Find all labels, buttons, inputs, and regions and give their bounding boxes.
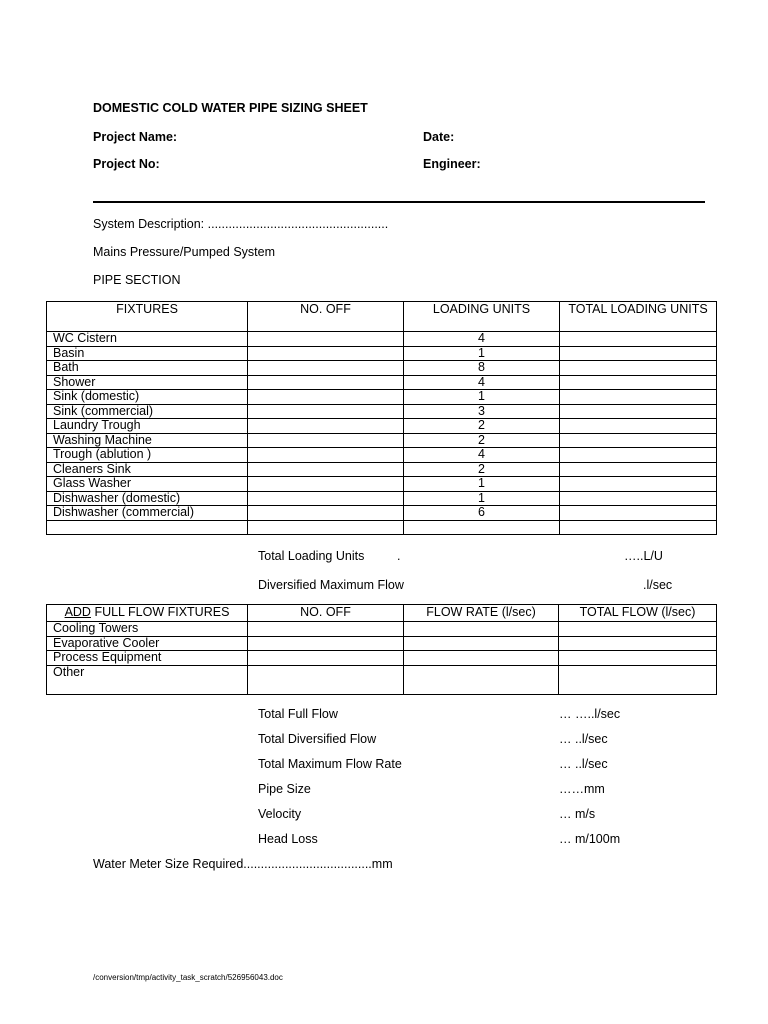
total-loading-units-cell	[560, 346, 717, 361]
fixture-name-cell: Laundry Trough	[47, 419, 248, 434]
total-loading-units-cell	[560, 375, 717, 390]
total-loading-units-cell	[560, 433, 717, 448]
fixture-row	[47, 361, 717, 376]
fixture-row	[47, 419, 717, 434]
fixture-name-cell: Glass Washer	[47, 477, 248, 492]
flow-no-off-col-header: NO. OFF	[248, 605, 404, 622]
result-value: … ..l/sec	[559, 757, 608, 771]
result-label: Total Maximum Flow Rate	[258, 757, 402, 771]
no-off-cell	[248, 462, 404, 477]
loading-units-cell: 1	[404, 346, 560, 361]
total-flow-cell	[559, 651, 717, 666]
flow-rate-cell	[404, 651, 559, 666]
fixture-row	[47, 448, 717, 463]
flow-rate-col-header: FLOW RATE (l/sec)	[404, 605, 559, 622]
result-label: Velocity	[258, 807, 302, 821]
loading-units-cell: 6	[404, 506, 560, 521]
total-flow-cell	[559, 636, 717, 651]
full-flow-fixtures-col-header	[47, 605, 248, 622]
loading-units-cell: 2	[404, 433, 560, 448]
no-off-cell	[248, 332, 404, 347]
loading-units-cell: 8	[404, 361, 560, 376]
total-loading-units-unit: …..L/U	[624, 549, 663, 563]
fixture-name-cell: Shower	[47, 375, 248, 390]
flow-fixture-name-cell: Other	[47, 665, 248, 694]
page-title: DOMESTIC COLD WATER PIPE SIZING SHEET	[93, 101, 368, 115]
pipe-section-label: PIPE SECTION	[93, 273, 181, 287]
mains-pressure-text: Mains Pressure/Pumped System	[93, 245, 276, 259]
flow-no-off-cell	[248, 651, 404, 666]
full-flow-fixtures-label: FULL FLOW FIXTURES	[90, 605, 230, 619]
no-off-cell	[248, 491, 404, 506]
fixture-row	[47, 491, 717, 506]
loading-units-cell: 4	[404, 448, 560, 463]
loading-units-cell: 1	[404, 390, 560, 405]
flow-fixture-name-cell: Evaporative Cooler	[47, 636, 248, 651]
fixture-name-cell: Sink (domestic)	[47, 390, 248, 405]
flow-no-off-cell	[248, 665, 404, 694]
diversified-max-flow-label: Diversified Maximum Flow	[258, 578, 404, 592]
fixture-row	[47, 375, 717, 390]
fixture-row	[47, 462, 717, 477]
fixture-name-cell: WC Cistern	[47, 332, 248, 347]
total-flow-cell	[559, 665, 717, 694]
total-loading-units-cell	[560, 390, 717, 405]
loading-units-cell: 2	[404, 462, 560, 477]
flow-no-off-cell	[248, 622, 404, 637]
fixture-name-cell: Cleaners Sink	[47, 462, 248, 477]
total-loading-units-label: Total Loading Units	[258, 549, 365, 563]
no-off-cell	[248, 448, 404, 463]
total-loading-units-cell	[560, 404, 717, 419]
total-loading-units-cell	[560, 448, 717, 463]
flow-fixture-name-cell: Process Equipment	[47, 651, 248, 666]
fixtures-col-header: FIXTURES	[47, 302, 248, 332]
header-divider	[93, 201, 705, 203]
project-no-label: Project No:	[93, 157, 160, 171]
total-loading-units-cell	[560, 361, 717, 376]
loading-units-cell	[404, 520, 560, 535]
fixture-row	[47, 332, 717, 347]
result-value: ……mm	[559, 782, 605, 796]
no-off-cell	[248, 390, 404, 405]
fixture-name-cell: Bath	[47, 361, 248, 376]
total-loading-units-cell	[560, 506, 717, 521]
result-value: … m/100m	[559, 832, 621, 846]
footer-file-path: /conversion/tmp/activity_task_scratch/526956043.doc	[93, 973, 283, 982]
fixture-name-cell: Trough (ablution )	[47, 448, 248, 463]
fixture-name-cell: Dishwasher (commercial)	[47, 506, 248, 521]
fixture-row	[47, 404, 717, 419]
flow-rate-cell	[404, 665, 559, 694]
fixture-row	[47, 390, 717, 405]
result-label: Pipe Size	[258, 782, 311, 796]
total-loading-units-col-header: TOTAL LOADING UNITS	[560, 302, 717, 332]
result-label: Total Full Flow	[258, 707, 338, 721]
flow-fixture-row	[47, 636, 717, 651]
loading-units-cell: 4	[404, 375, 560, 390]
flow-header-row	[47, 605, 717, 622]
water-meter-size-text: Water Meter Size Required.....................................mm	[93, 857, 393, 871]
fixture-name-cell: Washing Machine	[47, 433, 248, 448]
fixture-row	[47, 433, 717, 448]
date-label: Date:	[423, 130, 455, 144]
loading-units-cell: 3	[404, 404, 560, 419]
no-off-cell	[248, 477, 404, 492]
fixture-row	[47, 520, 717, 535]
result-value: … m/s	[559, 807, 596, 821]
full-flow-fixtures-table	[46, 604, 717, 695]
result-value: … …..l/sec	[559, 707, 621, 721]
flow-fixture-row	[47, 622, 717, 637]
diversified-max-flow-unit: .l/sec	[643, 578, 673, 592]
loading-units-col-header: LOADING UNITS	[404, 302, 560, 332]
loading-units-cell: 2	[404, 419, 560, 434]
total-loading-units-cell	[560, 520, 717, 535]
total-loading-units-cell	[560, 491, 717, 506]
total-loading-units-cell	[560, 332, 717, 347]
no-off-cell	[248, 361, 404, 376]
system-description: System Description: ....................................................	[93, 217, 389, 231]
no-off-cell	[248, 506, 404, 521]
loading-units-cell: 4	[404, 332, 560, 347]
total-loading-units-cell	[560, 419, 717, 434]
loading-units-cell: 1	[404, 477, 560, 492]
total-flow-cell	[559, 622, 717, 637]
no-off-cell	[248, 346, 404, 361]
no-off-col-header: NO. OFF	[248, 302, 404, 332]
fixture-row	[47, 477, 717, 492]
fixtures-header-row	[47, 302, 717, 332]
total-loading-units-cell	[560, 477, 717, 492]
result-label: Total Diversified Flow	[258, 732, 377, 746]
no-off-cell	[248, 419, 404, 434]
fixture-name-cell: Sink (commercial)	[47, 404, 248, 419]
result-value: … ..l/sec	[559, 732, 608, 746]
flow-fixture-row	[47, 665, 717, 694]
project-name-label: Project Name:	[93, 130, 178, 144]
total-loading-units-cell	[560, 462, 717, 477]
flow-fixture-row	[47, 651, 717, 666]
no-off-cell	[248, 375, 404, 390]
engineer-label: Engineer:	[423, 157, 481, 171]
no-off-cell	[248, 520, 404, 535]
flow-fixture-name-cell: Cooling Towers	[47, 622, 248, 637]
total-loading-units-dot: .	[397, 549, 401, 563]
flow-rate-cell	[404, 636, 559, 651]
loading-units-cell: 1	[404, 491, 560, 506]
flow-no-off-cell	[248, 636, 404, 651]
fixture-name-cell	[47, 520, 248, 535]
fixture-name-cell: Dishwasher (domestic)	[47, 491, 248, 506]
flow-rate-cell	[404, 622, 559, 637]
total-flow-col-header: TOTAL FLOW (l/sec)	[559, 605, 717, 622]
fixtures-table	[46, 301, 717, 535]
fixture-row	[47, 346, 717, 361]
no-off-cell	[248, 433, 404, 448]
add-label: ADD	[64, 605, 91, 619]
fixture-name-cell: Basin	[47, 346, 248, 361]
no-off-cell	[248, 404, 404, 419]
fixture-row	[47, 506, 717, 521]
result-label: Head Loss	[258, 832, 318, 846]
